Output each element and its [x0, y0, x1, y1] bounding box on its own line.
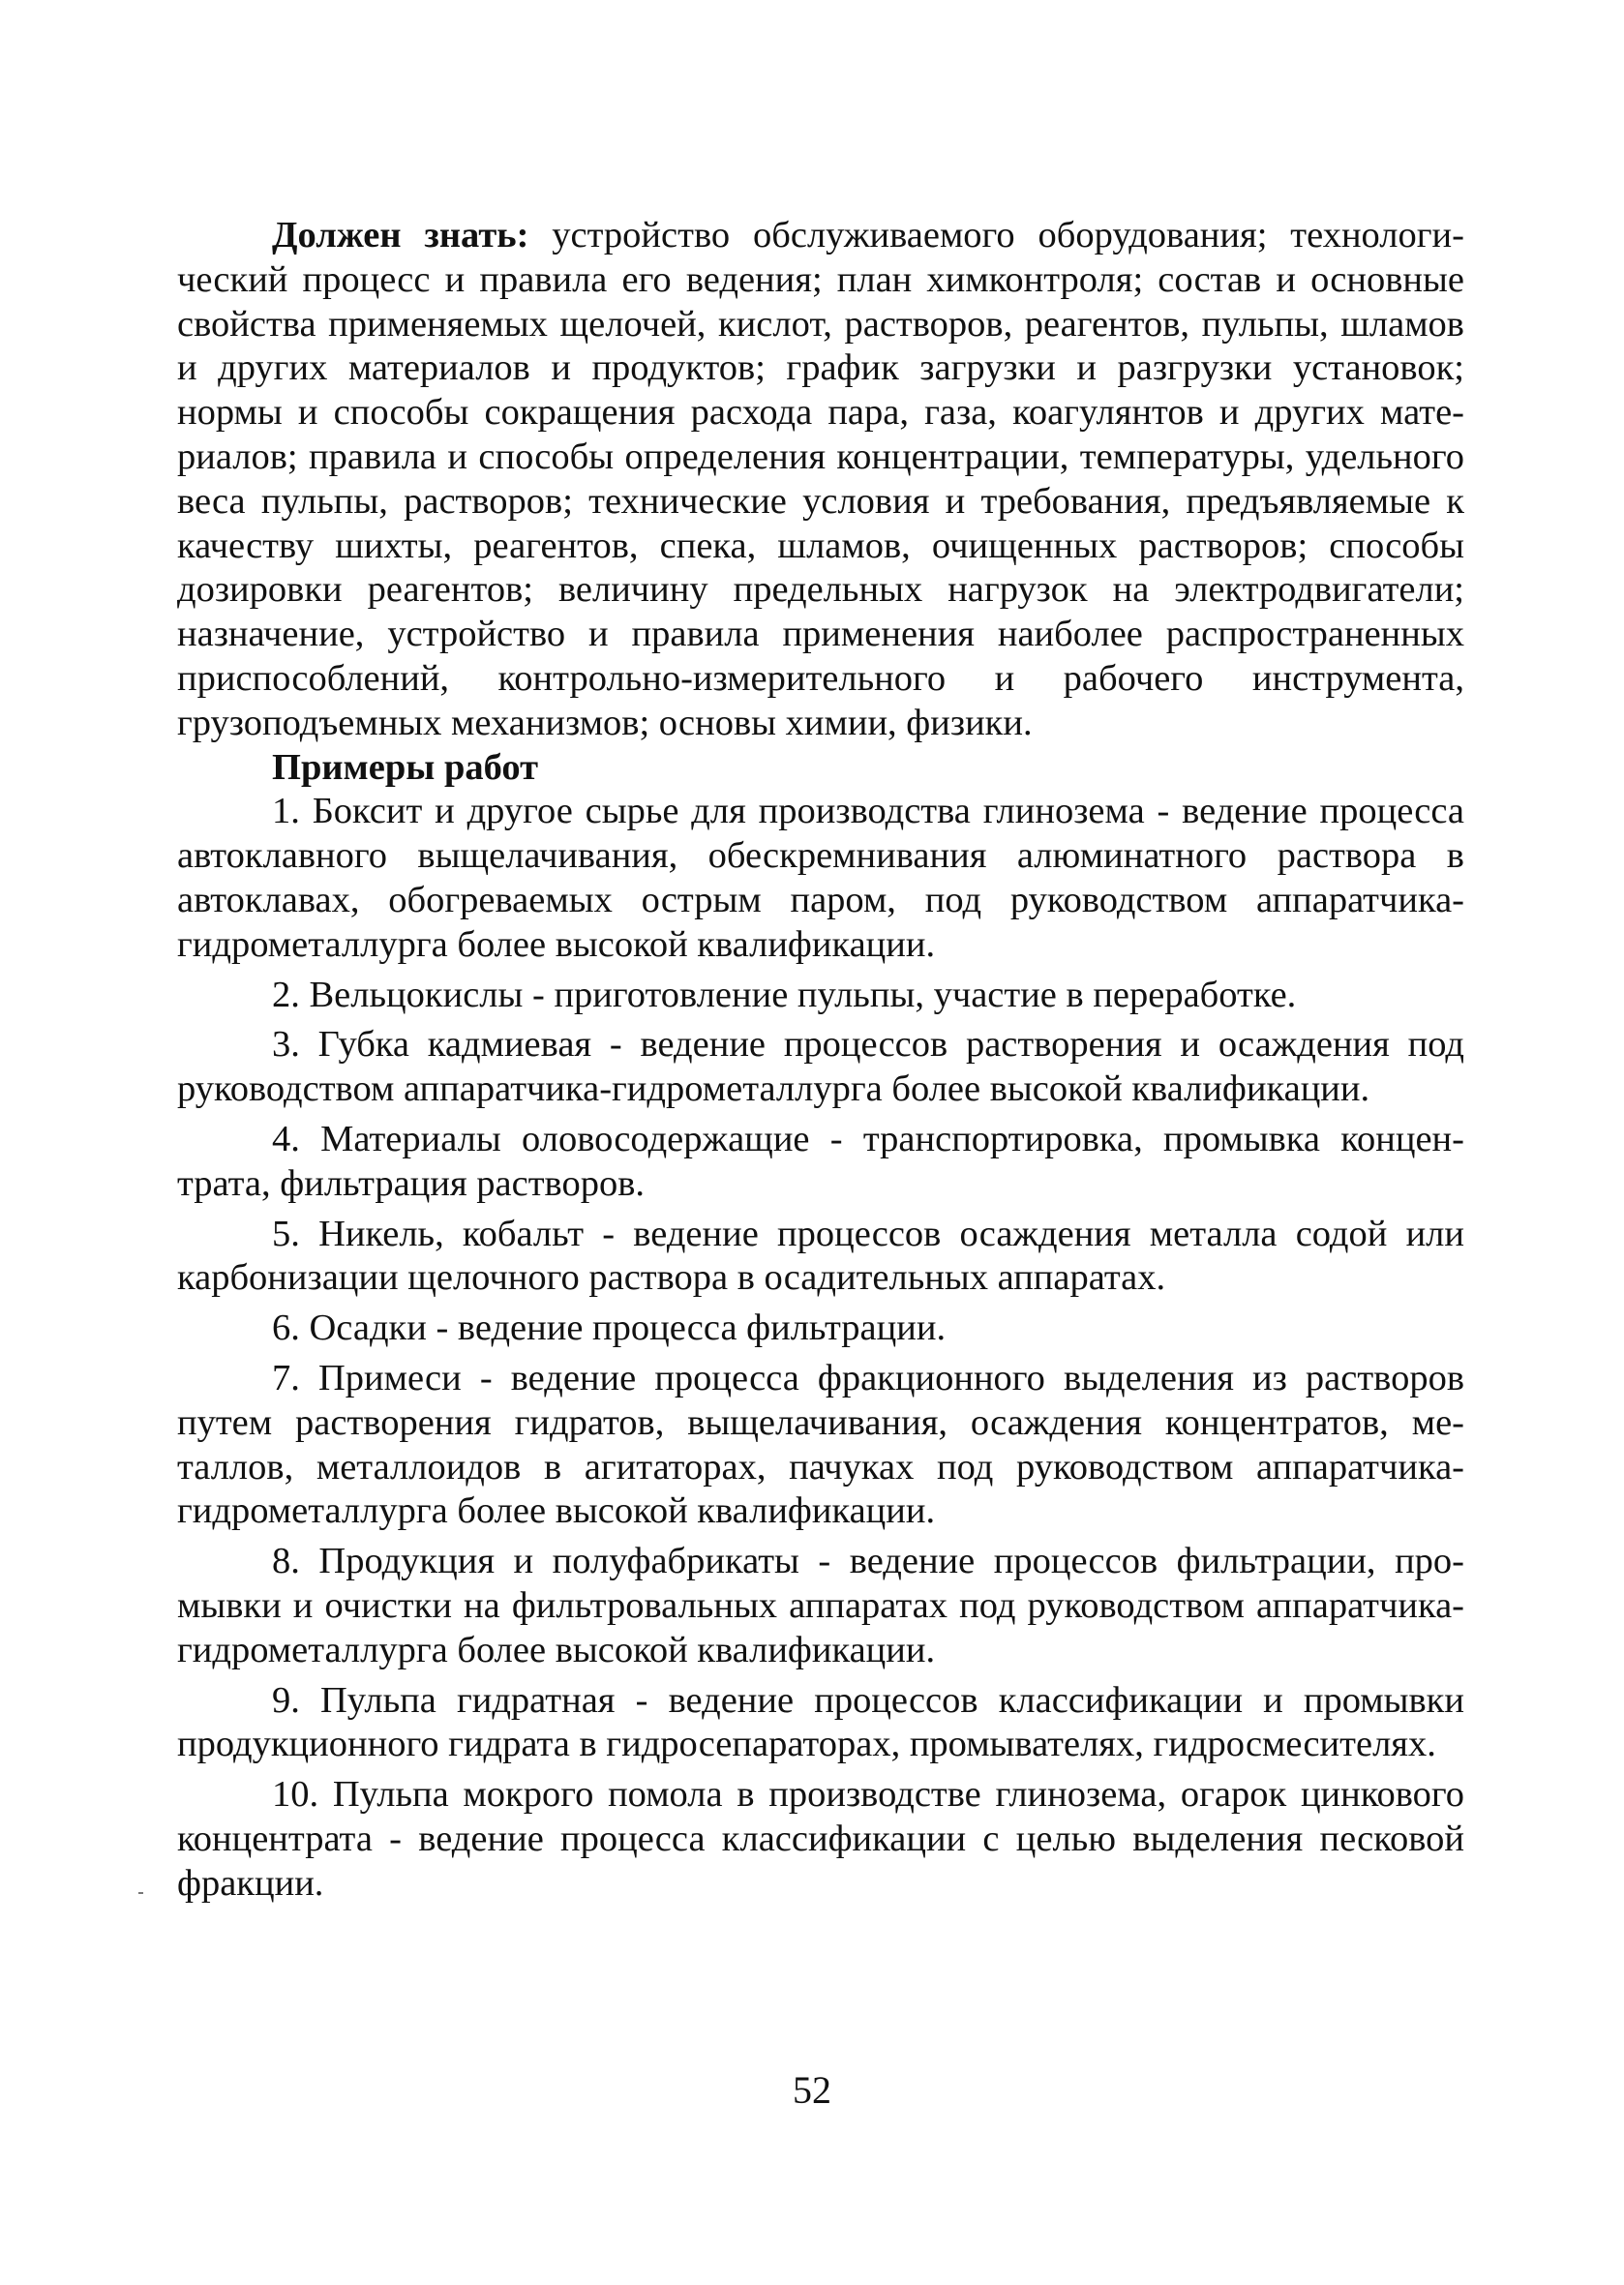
examples-heading: Примеры работ	[272, 746, 539, 788]
example-item-8: 8. Продукция и полуфабрикаты - ведение процессов фильтрации, промывки и очистки на фильтровальных аппаратах под руководством аппаратчика-гидрометаллурга более высокой квалификации.	[177, 1541, 1464, 1670]
example-item-4: 4. Материалы оловосодержащие - транспортировка, промывка концентрата, фильтрация растворов.	[177, 1118, 1464, 1204]
example-item-10: 10. Пульпа мокрого помола в производстве глинозема, огарок цинкового концентрата - ведение процесса классификации с целью выделения песковой фракции.	[177, 1774, 1464, 1904]
requirements-paragraph	[177, 214, 1464, 746]
example-item-5: 5. Никель, кобальт - ведение процессов осаждения металла содой или карбонизации щелочного раствора в осадительных аппаратах.	[177, 1213, 1464, 1299]
requirements-label: Должен знать:	[272, 215, 529, 256]
example-item-1: 1. Боксит и другое сырье для производства глинозема - ведение процесса автоклавного выщелачивания, обескремнивания алюминатного раствора в автоклавах, обогреваемых острым паром, под руководством аппаратчика-гидрометаллурга более высокой квалификации.	[177, 791, 1464, 965]
scan-speck	[138, 1892, 143, 1894]
requirements-text: устройство обслуживаемого оборудования; технологический процесс и правила его ведения; план химконтроля; состав и основные свойства применяемых щелочей, кислот, растворов, реагентов, пульпы, шламов и других материалов и продуктов; график загрузки и разгрузки установок; нормы и способы сокращения расхода пара, газа, коагулянтов и других материалов; правила и способы определения концентрации, температуры, удельного веса пульпы, растворов; технические условия и требования, предъявляемые к качеству шихты, реагентов, спека, шламов, очищенных растворов; способы дозировки реагентов; величину предельных нагрузок на электродвигатели; назначение, устройство и правила применения наиболее распространенных приспособлений, контрольно-измерительного и рабочего инструмента, грузоподъемных механизмов; основы химии, физики.	[177, 215, 1464, 743]
example-item-9: 9. Пульпа гидратная - ведение процессов классификации и промывки продукционного гидрата в гидросепараторах, промывателях, гидросмесителях.	[177, 1679, 1464, 1765]
example-item-7: 7. Примеси - ведение процесса фракционного выделения из растворов путем растворения гидратов, выщелачивания, осаждения концентратов, металлов, металлоидов в агитаторах, пачуках под руководством аппаратчика-гидрометаллурга более высокой квалификации.	[177, 1357, 1464, 1532]
example-item-2: 2. Вельцокислы - приготовление пульпы, участие в переработке.	[272, 974, 1297, 1015]
example-item-3: 3. Губка кадмиевая - ведение процессов растворения и осаждения под руководством аппаратчика-гидрометаллурга более высокой квалификации.	[177, 1024, 1464, 1110]
example-item-6: 6. Осадки - ведение процесса фильтрации.	[272, 1308, 947, 1349]
page-body	[177, 214, 1464, 1906]
page-number: 52	[793, 2068, 831, 2112]
